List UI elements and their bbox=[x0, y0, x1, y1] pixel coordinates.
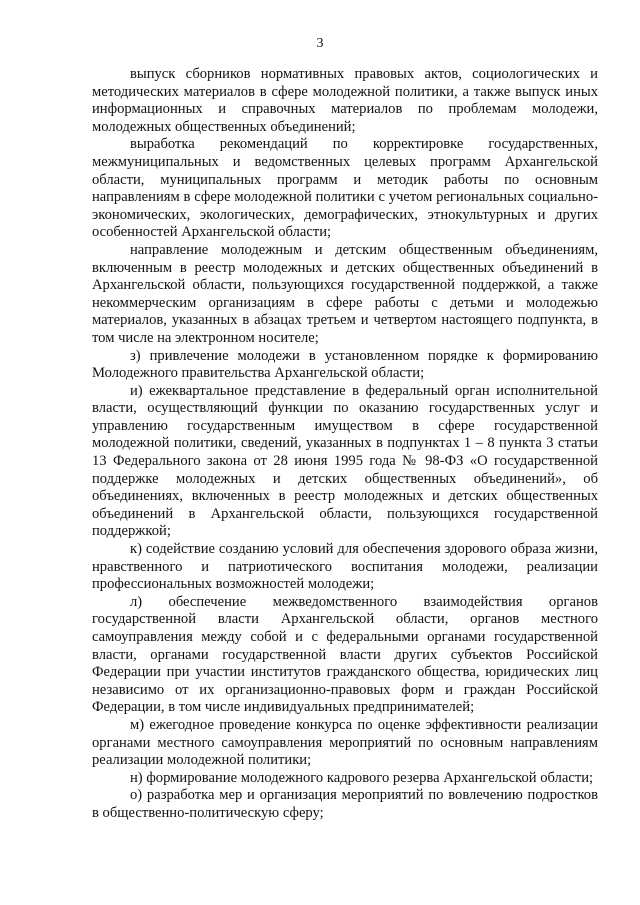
document-body bbox=[92, 66, 598, 823]
paragraph: и) ежеквартальное представление в федеральный орган исполнительной власти, осуществляющий функции по оказанию государственных услуг и управлению государственным имуществом в сфере государственной молодежной политики, сведений, указанных в подпунктах 1 – 8 пункта 3 статьи 13 Федерального закона от 28 июня 1995 года № 98-ФЗ «О государственной поддержке молодежных и детских общественных объединений», об объединениях, включенных в реестр молодежных и детских общественных объединений в Архангельской области, пользующихся государственной поддержкой; bbox=[92, 382, 598, 540]
paragraph: выпуск сборников нормативных правовых актов, социологических и методических материалов в сфере молодежной политики, а также выпуск иных информационных и справочных материалов по проблемам молодежи, молодежных общественных объединений; bbox=[92, 66, 598, 135]
page-number: 3 bbox=[316, 36, 324, 51]
paragraph: направление молодежным и детским общественным объединениям, включенным в реестр молодежных и детских общественных объединений в Архангельской области, пользующихся государственной поддержкой, а также некоммерческим организациям в сфере работы с детьми и молодежью материалов, указанных в абзацах третьем и четвертом настоящего подпункта, в том числе на электронном носителе; bbox=[92, 241, 598, 346]
paragraph: выработка рекомендаций по корректировке государственных, межмуниципальных и ведомственных целевых программ Архангельской области, муниципальных программ и методик работы по основным направлениям в сфере молодежной политики с учетом региональных социально-экономических, экологических, демографических, этнокультурных и других особенностей Архангельской области; bbox=[92, 136, 598, 241]
paragraph: к) содействие созданию условий для обеспечения здорового образа жизни, нравственного и патриотического воспитания молодежи, реализации профессиональных возможностей молодежи; bbox=[92, 541, 598, 593]
paragraph: з) привлечение молодежи в установленном порядке к формированию Молодежного правительства Архангельской области; bbox=[92, 347, 598, 382]
paragraph: м) ежегодное проведение конкурса по оценке эффективности реализации органами местного самоуправления мероприятий по основным направлениям реализации молодежной политики; bbox=[92, 716, 598, 769]
paragraph: н) формирование молодежного кадрового резерва Архангельской области; bbox=[130, 769, 594, 786]
paragraph: о) разработка мер и организация мероприятий по вовлечению подростков в общественно-политическую сферу; bbox=[92, 787, 598, 821]
paragraph: л) обеспечение межведомственного взаимодействия органов государственной власти Архангельской области, органов местного самоуправления между собой и с федеральными органами государственной власти, органами государственной власти других субъектов Российской Федерации при участии институтов гражданского общества, юридических лиц независимо от их организационно-правовых форм и граждан Российской Федерации, в том числе индивидуальных предпринимателей; bbox=[92, 593, 598, 716]
